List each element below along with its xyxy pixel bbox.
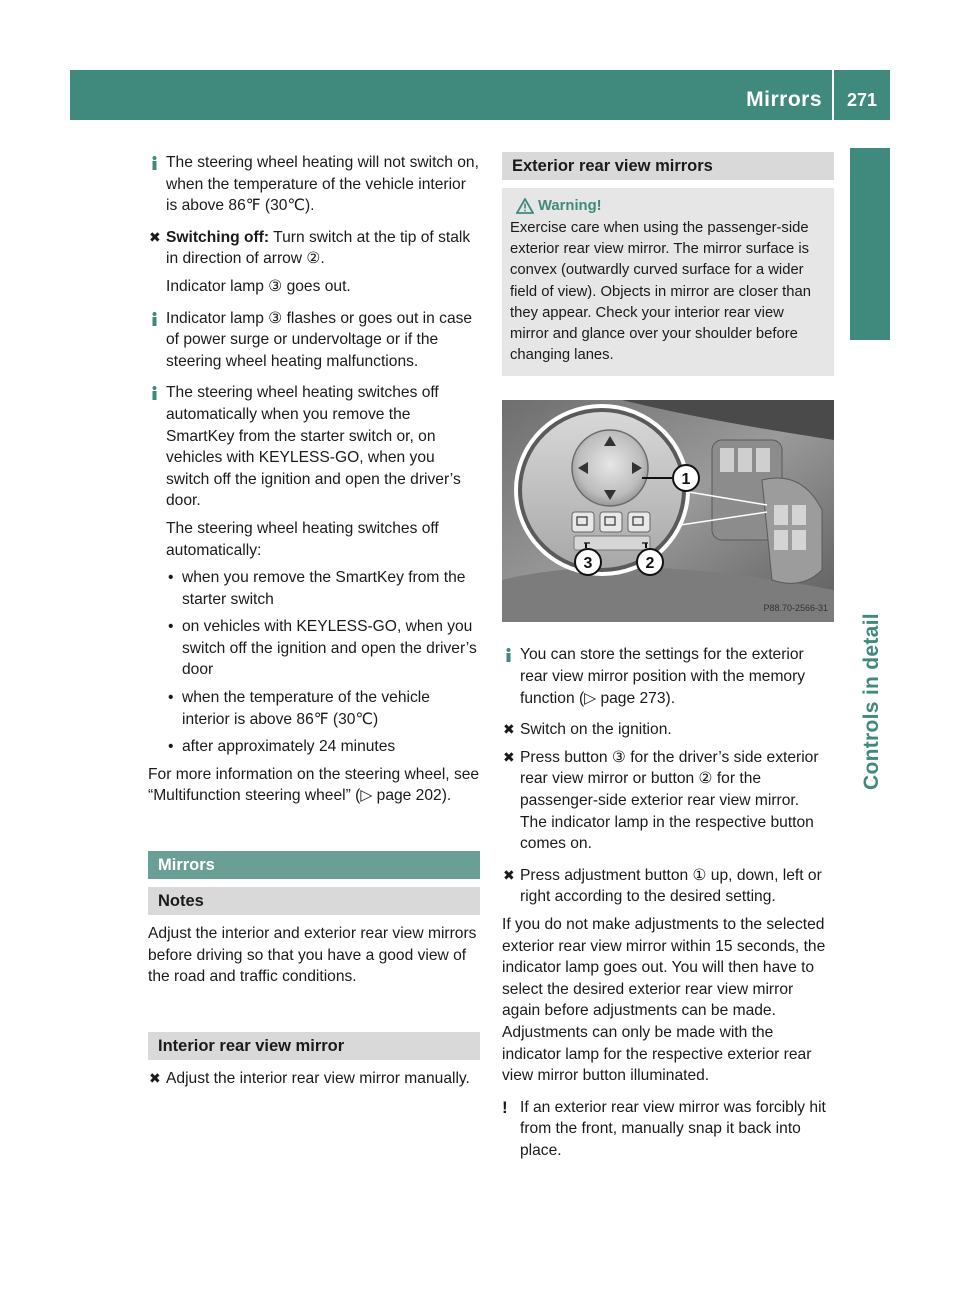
mirror-control-photo bbox=[502, 400, 834, 622]
info-indicator-flash bbox=[148, 308, 480, 373]
list-item: • when you remove the SmartKey from the starter switch bbox=[168, 569, 466, 608]
page-number: 271 bbox=[846, 90, 878, 110]
info-icon bbox=[148, 386, 161, 400]
callout-2 bbox=[637, 549, 663, 575]
list-item: • when the temperature of the vehicle interior is above 86℉ (30℃) bbox=[168, 689, 430, 728]
side-tab-block bbox=[850, 148, 890, 340]
step-select-result: The indicator lamp in the respective button comes on. bbox=[520, 813, 814, 853]
info-text: You can store the settings for the exterior rear view mirror position with the memory function (▷ page 273). bbox=[520, 646, 806, 707]
list-item: • after approximately 24 minutes bbox=[168, 738, 396, 756]
section-heading-notes: Notes bbox=[148, 887, 480, 915]
header-title: Mirrors bbox=[746, 88, 822, 111]
step-result: Indicator lamp ③ goes out. bbox=[166, 277, 351, 295]
svg-text:2: 2 bbox=[645, 555, 655, 573]
left-column bbox=[148, 152, 480, 1089]
more-info-paragraph: For more information on the steering wheel, see “Multifunction steering wheel” (▷ page 202). bbox=[148, 765, 480, 805]
step-adjust-interior bbox=[148, 1068, 480, 1090]
page-header bbox=[70, 70, 890, 120]
info-text: Indicator lamp ③ flashes or goes out in case of power surge or undervoltage or if the steering wheel heating malfunctions. bbox=[166, 309, 473, 370]
timeout-paragraph: If you do not make adjustments to the selected exterior rear view mirror within 15 seconds, the indicator lamp goes out. You will then have to select the desired exterior rear view mirror again before adjustments can be made. Adjustments can only be made with the indicator lamp for the respective exterior rear view mirror button illuminated. bbox=[502, 915, 826, 1085]
info-icon bbox=[148, 156, 161, 170]
info-memory-function bbox=[502, 644, 834, 709]
svg-text:1: 1 bbox=[681, 471, 691, 489]
list-item: • on vehicles with KEYLESS-GO, when you switch off the ignition and open the driver’s door bbox=[168, 618, 477, 679]
warning-title-text: Warning! bbox=[538, 198, 602, 214]
right-column bbox=[502, 152, 834, 1161]
warning-box bbox=[502, 188, 834, 376]
info-auto-off bbox=[148, 382, 480, 512]
list-item-text: after approximately 24 minutes bbox=[182, 738, 396, 756]
list-item-text: on vehicles with KEYLESS-GO, when you switch off the ignition and open the driver’s door bbox=[182, 618, 477, 679]
step-arrow-icon: ✖ bbox=[503, 866, 515, 883]
list-item-text: when the temperature of the vehicle interior is above 86℉ (30℃) bbox=[182, 689, 430, 728]
step-text: Adjust the interior rear view mirror manually. bbox=[166, 1069, 470, 1087]
step-arrow-icon: ✖ bbox=[149, 228, 161, 245]
step-text: Press adjustment button ① up, down, left or right according to the desired setting. bbox=[520, 866, 822, 906]
mirror-control-illustration bbox=[502, 400, 834, 622]
section-heading-mirrors: Mirrors bbox=[148, 851, 480, 879]
section-heading-exterior-mirrors: Exterior rear view mirrors bbox=[502, 152, 834, 180]
step-adjust bbox=[502, 865, 834, 908]
caution-snap-back bbox=[502, 1097, 834, 1162]
exclamation-icon: ! bbox=[502, 1097, 508, 1117]
svg-text:3: 3 bbox=[583, 555, 593, 573]
step-text: Turn switch at the tip of stalk in direction of arrow ②. bbox=[166, 228, 471, 268]
step-text: Switch on the ignition. bbox=[520, 721, 672, 739]
step-ignition bbox=[502, 719, 834, 741]
info-heating-temp bbox=[148, 152, 480, 217]
auto-off-intro: The steering wheel heating switches off automatically: bbox=[166, 519, 439, 559]
step-arrow-icon: ✖ bbox=[149, 1069, 161, 1086]
step-arrow-icon: ✖ bbox=[503, 721, 515, 738]
step-select-mirror bbox=[502, 747, 834, 812]
photo-code: P88.70-2566-31 bbox=[763, 602, 828, 613]
notes-paragraph: Adjust the interior and exterior rear view mirrors before driving so that you have a good view of the road and traffic conditions. bbox=[148, 925, 477, 986]
step-switching-off bbox=[148, 227, 480, 270]
step-text: Press button ③ for the driver’s side exterior rear view mirror or button ② for the passenger-side exterior rear view mirror. bbox=[520, 748, 819, 809]
step-arrow-icon: ✖ bbox=[503, 748, 515, 765]
info-text: The steering wheel heating will not switch on, when the temperature of the vehicle interior is above 86℉ (30℃). bbox=[166, 154, 479, 215]
info-text: The steering wheel heating switches off automatically when you remove the SmartKey from the starter switch or, on vehicles with KEYLESS-GO, when you switch off the ignition and open the driver’s door. bbox=[166, 384, 461, 510]
warning-title bbox=[510, 196, 826, 218]
warning-triangle-icon bbox=[516, 198, 534, 214]
info-icon bbox=[502, 648, 515, 662]
side-tab-label: Controls in detail bbox=[860, 613, 883, 790]
callout-1 bbox=[673, 465, 699, 491]
warning-text: Exercise care when using the passenger-side exterior rear view mirror. The mirror surface is convex (outwardly curved surface for a wider field of view). Objects in mirror are closer than they appear. Check your interior rear view mirror and glance over your shoulder before changing lanes. bbox=[510, 220, 811, 364]
side-tab-label-wrap bbox=[860, 350, 884, 800]
list-item-text: when you remove the SmartKey from the starter switch bbox=[182, 569, 466, 608]
auto-off-list bbox=[148, 567, 480, 758]
callout-3 bbox=[575, 549, 601, 575]
caution-text: If an exterior rear view mirror was forcibly hit from the front, manually snap it back into place. bbox=[520, 1098, 826, 1159]
section-heading-interior-mirror: Interior rear view mirror bbox=[148, 1032, 480, 1060]
step-bold-label: Switching off: bbox=[166, 228, 270, 246]
header-divider bbox=[832, 70, 834, 120]
info-icon bbox=[148, 312, 161, 326]
